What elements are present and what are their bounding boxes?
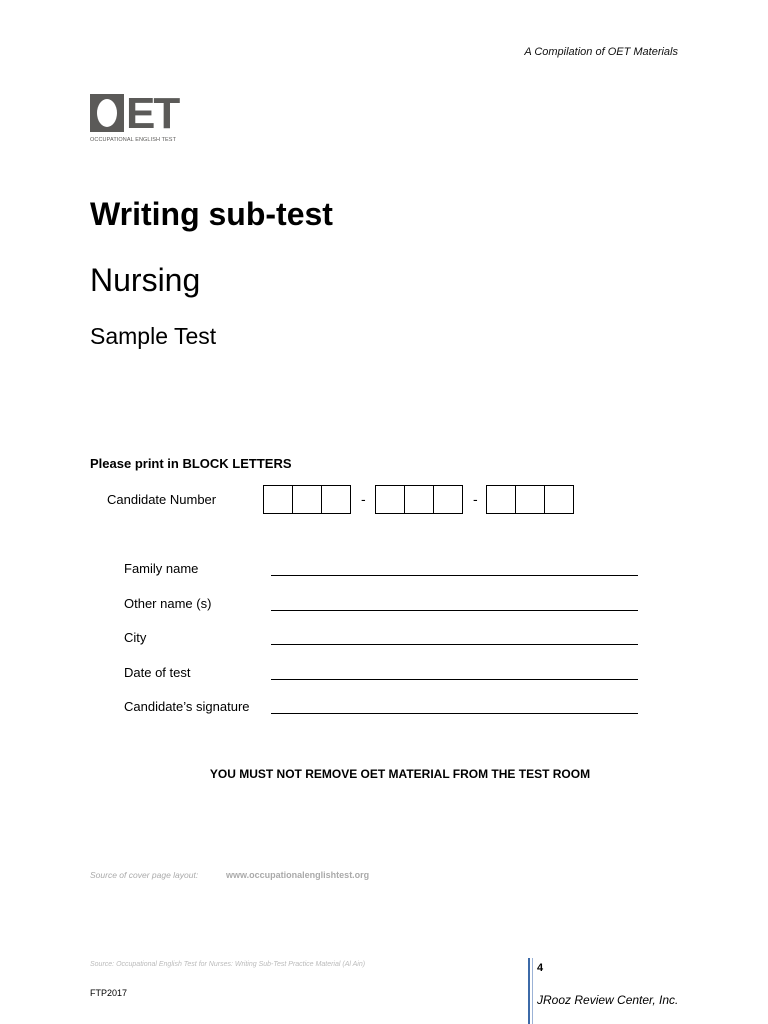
- candidate-number-box[interactable]: [486, 485, 516, 514]
- field-label-signature: Candidate’s signature: [124, 699, 250, 714]
- field-label-family-name: Family name: [124, 561, 199, 576]
- test-type-heading: Sample Test: [90, 323, 217, 349]
- footer-divider-light: [532, 958, 533, 1024]
- oet-logo-subtitle: OCCUPATIONAL ENGLISH TEST: [90, 137, 177, 143]
- footer-source-note: Source: Occupational English Test for Nurses: Writing Sub-Test Practice Material (Al Ain): [90, 961, 366, 968]
- candidate-number-group-3: [486, 485, 573, 514]
- candidate-number-box[interactable]: [544, 485, 574, 514]
- oet-logo-o-icon: [90, 94, 124, 132]
- footer-divider: [528, 958, 530, 1024]
- header-compilation-note: A Compilation of OET Materials: [524, 46, 678, 58]
- page-title: Writing sub-test: [90, 196, 333, 232]
- candidate-number-separator: -: [361, 491, 366, 507]
- family-name-line[interactable]: [271, 575, 638, 576]
- company-name: JRooz Review Center, Inc.: [537, 993, 679, 1007]
- oet-logo-letters: ET: [126, 89, 179, 138]
- source-label: Source of cover page layout:: [90, 870, 199, 880]
- candidate-number-group-1: [263, 485, 350, 514]
- profession-heading: Nursing: [90, 262, 201, 298]
- candidate-number-box[interactable]: [292, 485, 322, 514]
- field-label-date-of-test: Date of test: [124, 665, 191, 680]
- oet-logo: [90, 89, 180, 149]
- candidate-number-box[interactable]: [515, 485, 545, 514]
- block-letters-instruction: Please print in BLOCK LETTERS: [90, 456, 292, 471]
- field-label-other-names: Other name (s): [124, 596, 212, 611]
- footer-code: FTP2017: [90, 988, 128, 998]
- date-of-test-line[interactable]: [271, 679, 638, 680]
- signature-line[interactable]: [271, 713, 638, 714]
- candidate-number-box[interactable]: [321, 485, 351, 514]
- candidate-number-label: Candidate Number: [107, 492, 217, 507]
- candidate-number-group-2: [375, 485, 462, 514]
- candidate-number-box[interactable]: [375, 485, 405, 514]
- candidate-number-box[interactable]: [263, 485, 293, 514]
- city-line[interactable]: [271, 644, 638, 645]
- source-url-link[interactable]: www.occupationalenglishtest.org: [226, 870, 370, 880]
- page-number: 4: [537, 962, 544, 974]
- test-room-warning: YOU MUST NOT REMOVE OET MATERIAL FROM THE TEST ROOM: [209, 767, 591, 781]
- field-label-city: City: [124, 630, 147, 645]
- candidate-number-box[interactable]: [433, 485, 463, 514]
- oet-logo-mark: [90, 89, 179, 138]
- other-names-line[interactable]: [271, 610, 638, 611]
- candidate-number-box[interactable]: [404, 485, 434, 514]
- candidate-number-separator: -: [473, 491, 478, 507]
